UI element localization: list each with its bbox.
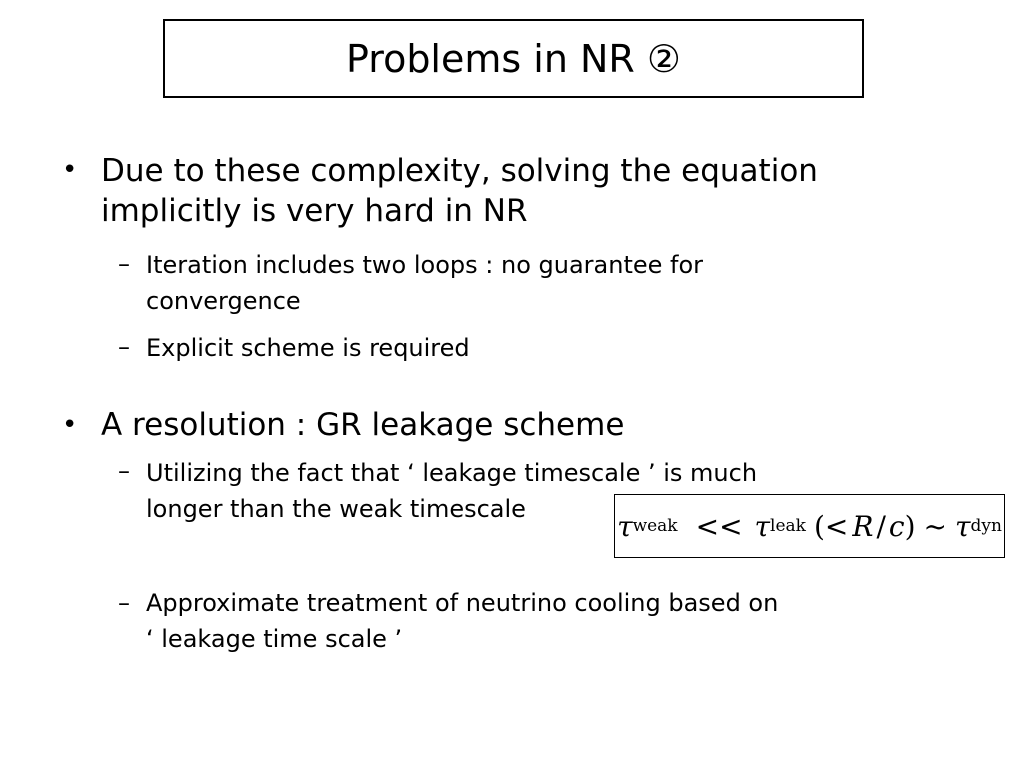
formula-box (614, 494, 1005, 558)
sub-bullet-marker: – (118, 457, 130, 485)
formula-tilde: ~ (923, 509, 947, 543)
formula-R: R (852, 509, 874, 543)
sub-bullet-2-2 (146, 585, 778, 657)
formula-sub-leak: leak (770, 516, 806, 536)
sub-bullet-1-1 (146, 247, 703, 319)
formula-sub-dyn: dyn (970, 516, 1002, 536)
sub-bullet-1-1-line-2: convergence (146, 287, 301, 315)
sub-bullet-1-2 (146, 330, 470, 366)
formula-tau-weak: τ (617, 509, 633, 543)
formula-c: c (888, 509, 905, 543)
sub-bullet-2-2-line-2: ‘ leakage time scale ’ (146, 625, 403, 653)
bullet-2-line-1: A resolution : GR leakage scheme (101, 407, 625, 443)
bullet-2 (101, 405, 624, 445)
bullet-1-line-1: Due to these complexity, solving the equation (101, 153, 818, 189)
formula-paren-close: ) (904, 509, 916, 543)
bullet-marker: • (62, 410, 78, 440)
sub-bullet-1-1-line-1: Iteration includes two loops : no guarantee for (146, 251, 704, 279)
sub-bullet-2-1-line-2: longer than the weak timescale (146, 495, 526, 523)
sub-bullet-1-2-line-1: Explicit scheme is required (146, 334, 470, 362)
sub-bullet-2-1-line-1: Utilizing the fact that ‘ leakage timescale ’ is much (146, 459, 758, 487)
bullet-1-line-2: implicitly is very hard in NR (101, 193, 528, 230)
sub-bullet-2-2-line-1: Approximate treatment of neutrino cooling based on (146, 589, 779, 617)
formula-sub-weak: weak (632, 516, 678, 536)
slide-title: Problems in NR ② (346, 36, 681, 81)
formula-tau-leak: τ (754, 509, 771, 543)
sub-bullet-marker: – (118, 250, 130, 278)
formula-paren-open: (< (813, 509, 849, 543)
sub-bullet-marker: – (118, 333, 130, 361)
formula-slash: / (876, 509, 886, 543)
bullet-marker: • (62, 155, 78, 185)
bullet-1 (101, 151, 818, 232)
title-box (163, 19, 864, 98)
formula-tau-dyn: τ (955, 509, 971, 543)
formula-much-less: << (695, 509, 743, 543)
sub-bullet-marker: – (118, 589, 130, 617)
